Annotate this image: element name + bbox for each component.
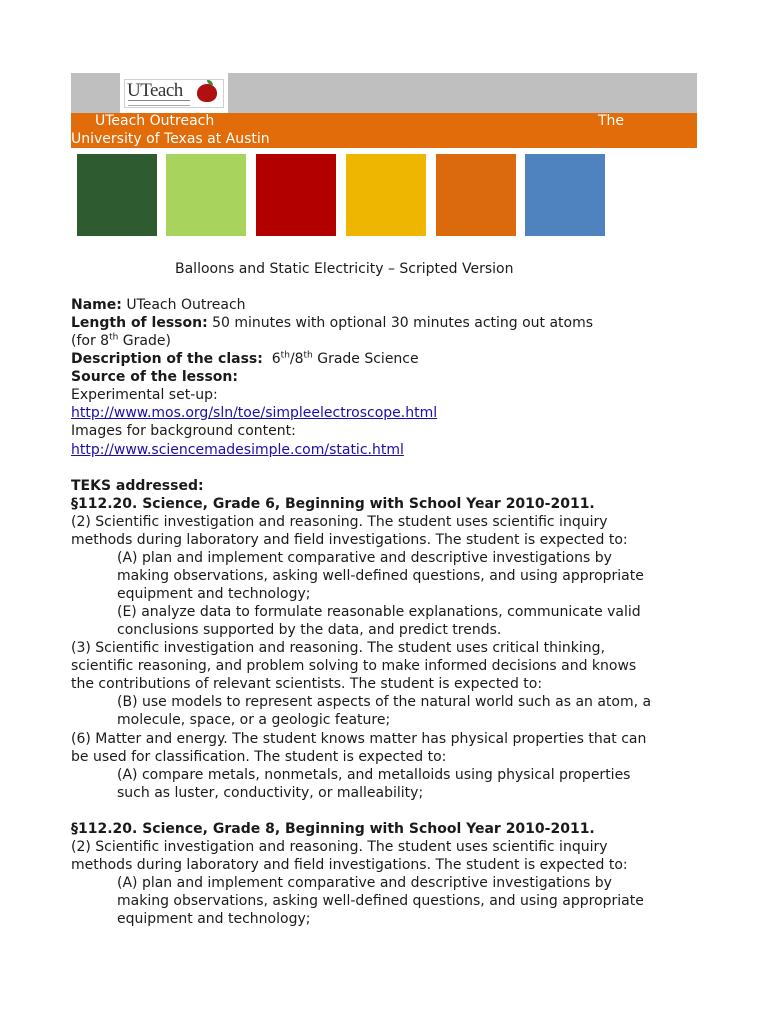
description-row bbox=[71, 350, 419, 368]
g6-3B-line2: molecule, space, or a geologic feature; bbox=[117, 712, 391, 728]
uteach-logo bbox=[120, 73, 228, 113]
header-orange-band bbox=[71, 113, 697, 148]
length-label: Length of lesson: bbox=[71, 315, 208, 331]
description-label: Description of the class: bbox=[71, 351, 263, 367]
g6-3B-line1: (B) use models to represent aspects of the natural world such as an atom, a bbox=[117, 694, 652, 710]
images-link[interactable]: http://www.sciencemadesimple.com/static.html bbox=[71, 442, 404, 458]
g6-6-line2: be used for classification. The student is expected to: bbox=[71, 749, 447, 765]
setup-link[interactable]: http://www.mos.org/sln/toe/simpleelectroscope.html bbox=[71, 405, 438, 421]
name-label: Name: bbox=[71, 297, 122, 313]
g6-3-line3: the contributions of relevant scientists. The student is expected to: bbox=[71, 676, 543, 692]
color-square-1 bbox=[77, 154, 157, 236]
g8-2A-line3: equipment and technology; bbox=[117, 911, 311, 927]
name-row bbox=[71, 296, 246, 314]
univ-name: University of Texas at Austin bbox=[71, 131, 270, 147]
grade8-title: §112.20. Science, Grade 8, Beginning with School Year 2010-2011. bbox=[71, 821, 595, 837]
length-note-post: Grade) bbox=[118, 333, 171, 349]
g6-2-line1: (2) Scientific investigation and reasoning. The student uses scientific inquiry bbox=[71, 514, 608, 530]
grade6-title: §112.20. Science, Grade 6, Beginning with School Year 2010-2011. bbox=[71, 496, 595, 512]
color-square-6 bbox=[525, 154, 605, 236]
desc-a: 6 bbox=[271, 351, 281, 367]
length-note bbox=[71, 332, 171, 350]
univ-prefix: The bbox=[598, 113, 625, 129]
length-row bbox=[71, 314, 593, 332]
color-square-3 bbox=[256, 154, 336, 236]
g6-2-line2: methods during laboratory and field investigations. The student is expected to: bbox=[71, 532, 628, 548]
apple-icon bbox=[197, 84, 217, 102]
g8-2-line2: methods during laboratory and field investigations. The student is expected to: bbox=[71, 857, 628, 873]
g6-2E-line2: conclusions supported by the data, and predict trends. bbox=[117, 622, 502, 638]
desc-b-sup: th bbox=[303, 350, 313, 361]
g8-2-line1: (2) Scientific investigation and reasoning. The student uses scientific inquiry bbox=[71, 839, 608, 855]
length-value: 50 minutes with optional 30 minutes acting out atoms bbox=[212, 315, 594, 331]
teks-heading: TEKS addressed: bbox=[71, 478, 204, 494]
g6-6-line1: (6) Matter and energy. The student knows matter has physical properties that can bbox=[71, 731, 647, 747]
length-note-pre: (for 8 bbox=[71, 333, 110, 349]
desc-a-sup: th bbox=[280, 350, 290, 361]
color-square-4 bbox=[346, 154, 426, 236]
images-label: Images for background content: bbox=[71, 423, 296, 439]
source-label: Source of the lesson: bbox=[71, 369, 238, 385]
g6-2A-line3: equipment and technology; bbox=[117, 586, 311, 602]
g6-2A-line2: making observations, asking well-defined questions, and using appropriate bbox=[117, 568, 644, 584]
g6-6A-line1: (A) compare metals, nonmetals, and metalloids using physical properties bbox=[117, 767, 631, 783]
name-value: UTeach Outreach bbox=[126, 297, 246, 313]
desc-c: Grade Science bbox=[312, 351, 419, 367]
g6-3-line1: (3) Scientific investigation and reasoning. The student uses critical thinking, bbox=[71, 640, 606, 656]
g6-2E-line1: (E) analyze data to formulate reasonable explanations, communicate valid bbox=[117, 604, 641, 620]
g6-6A-line2: such as luster, conductivity, or malleability; bbox=[117, 785, 424, 801]
g6-3-line2: scientific reasoning, and problem solving to make informed decisions and knows bbox=[71, 658, 637, 674]
page-title: Balloons and Static Electricity – Scripted Version bbox=[175, 261, 514, 277]
logo-text: UTeach bbox=[127, 80, 183, 101]
g6-2A-line1: (A) plan and implement comparative and descriptive investigations by bbox=[117, 550, 612, 566]
color-square-5 bbox=[436, 154, 516, 236]
logo-frame bbox=[124, 79, 224, 108]
setup-label: Experimental set-up: bbox=[71, 387, 218, 403]
logo-subline bbox=[128, 100, 190, 106]
g8-2A-line2: making observations, asking well-defined questions, and using appropriate bbox=[117, 893, 644, 909]
g8-2A-line1: (A) plan and implement comparative and descriptive investigations by bbox=[117, 875, 612, 891]
color-square-2 bbox=[166, 154, 246, 236]
desc-b: /8 bbox=[289, 351, 304, 367]
org-name: UTeach Outreach bbox=[95, 113, 215, 129]
length-note-sup: th bbox=[109, 332, 119, 343]
